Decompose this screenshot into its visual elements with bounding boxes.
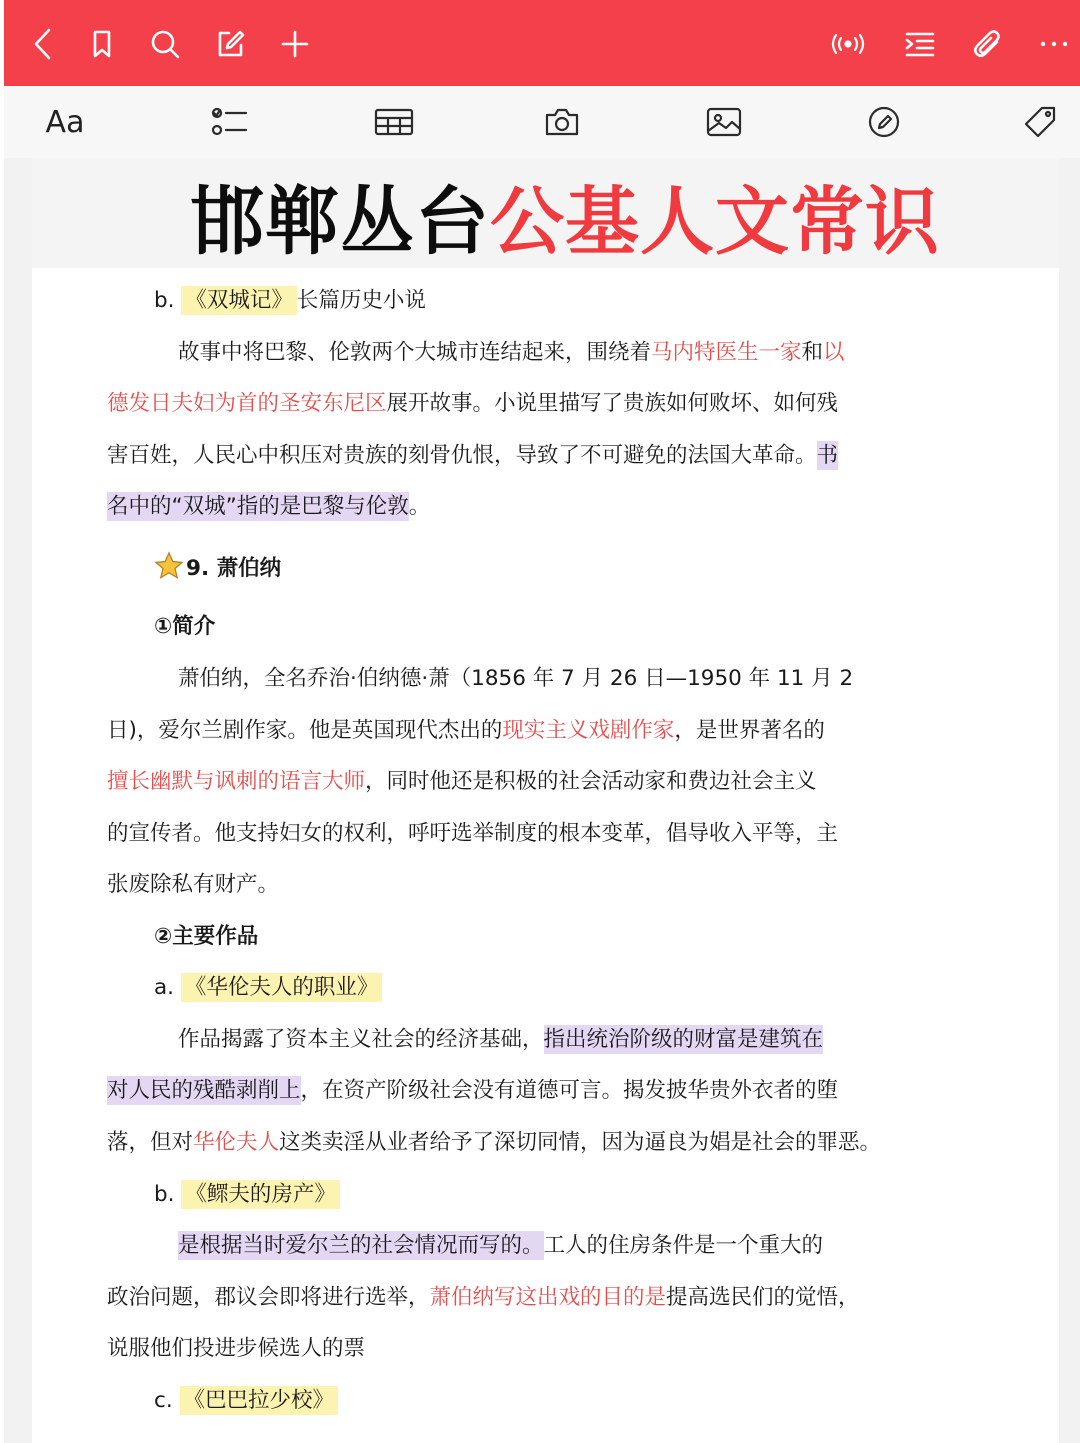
heading-text: 9. 萧伯纳 (186, 556, 282, 581)
text-span: 长篇历史小说 (296, 288, 426, 313)
title-subject: 公基人文常识 (490, 179, 940, 265)
paragraph-line: 德发日夫妇为首的圣安东尼区展开故事。小说里描写了贵族如何败坏、如何残 (107, 391, 839, 416)
subsection-heading: ②主要作品 (154, 924, 259, 949)
paragraph-line: 害百姓，人民心中积压对贵族的刻骨仇恨，导致了不可避免的法国大革命。书 (107, 443, 839, 468)
highlight-red: 现实主义戏剧作家 (502, 718, 675, 743)
list-item (154, 972, 382, 1004)
format-toolbar (4, 86, 1080, 159)
font-format-button[interactable] (40, 100, 90, 144)
highlight-purple: 是根据当时爱尔兰的社会情况而写的。 (178, 1233, 544, 1258)
add-icon[interactable] (273, 22, 317, 66)
paragraph-line: 的宣传者。他支持妇女的权利，呼吁选举制度的根本变革，倡导收入平等，主 (107, 821, 839, 846)
pen-icon[interactable] (860, 100, 908, 144)
title-location: 邯郸丛台 (190, 179, 490, 265)
paragraph-line: 擅长幽默与讽刺的语言大师，同时他还是积极的社会活动家和费边社会主义 (107, 769, 817, 794)
book-title: 《鳏夫的房产》 (181, 1180, 340, 1209)
outline-icon[interactable] (898, 22, 942, 66)
font-format-label: Aa (45, 104, 85, 140)
paragraph-line: 对人民的残酷剥削上，在资产阶级社会没有道德可言。揭发披华贵外衣者的堕 (107, 1078, 839, 1103)
section-heading (154, 551, 281, 591)
star-icon (154, 551, 184, 591)
top-nav-bar (4, 0, 1080, 86)
image-icon[interactable] (700, 100, 748, 144)
highlight-purple: 对人民的残酷剥削上 (107, 1078, 301, 1103)
more-icon[interactable] (1032, 22, 1076, 66)
book-title: 《巴巴拉少校》 (180, 1386, 339, 1415)
table-icon[interactable] (370, 100, 418, 144)
highlight-red: 马内特医生一家 (651, 340, 802, 365)
search-icon[interactable] (143, 22, 187, 66)
paragraph-line: 名中的“双城”指的是巴黎与伦敦。 (107, 494, 431, 519)
highlight-red: 德发日夫妇为首的圣安东尼区 (107, 391, 387, 416)
highlight-purple: 书 (816, 443, 839, 468)
list-marker: b. (154, 1182, 175, 1207)
paragraph-line: 作品揭露了资本主义社会的经济基础，指出统治阶级的财富是建筑在 (178, 1027, 824, 1052)
paragraph-line: 张废除私有财产。 (107, 872, 280, 897)
tag-icon[interactable] (1016, 100, 1064, 144)
bookmark-icon[interactable] (80, 22, 124, 66)
highlight-purple: 名中的“双城”指的是巴黎与伦敦 (107, 494, 409, 519)
highlight-purple: 指出统治阶级的财富是建筑在 (543, 1027, 824, 1052)
paragraph-line: 日)，爱尔兰剧作家。他是英国现代杰出的现实主义戏剧作家，是世界著名的 (107, 718, 825, 743)
highlight-red: 华伦夫人 (193, 1130, 280, 1155)
list-item (154, 285, 426, 317)
checklist-icon[interactable] (206, 100, 254, 144)
document-title (0, 163, 1080, 269)
subsection-heading: ①简介 (154, 614, 216, 639)
book-title: 《双城记》 (181, 286, 297, 315)
highlight-red: 擅长幽默与讽刺的语言大师 (107, 769, 366, 794)
list-item (154, 1179, 340, 1211)
paragraph-line: 萧伯纳，全名乔治·伯纳德·萧（1856 年 7 月 26 日—1950 年 11 月 2 (178, 666, 854, 691)
back-icon[interactable] (22, 22, 66, 66)
camera-icon[interactable] (538, 100, 586, 144)
list-marker: b. (154, 288, 175, 313)
list-marker: c. (154, 1388, 173, 1413)
attachment-icon[interactable] (966, 22, 1010, 66)
paragraph-line: 是根据当时爱尔兰的社会情况而写的。工人的住房条件是一个重大的 (178, 1233, 824, 1258)
book-title: 《华伦夫人的职业》 (181, 973, 383, 1002)
list-marker: a. (154, 975, 175, 1000)
list-item (154, 1385, 338, 1417)
paragraph-line: 落，但对华伦夫人这类卖淫从业者给予了深切同情，因为逼良为娼是社会的罪恶。 (107, 1130, 882, 1155)
highlight-red: 萧伯纳写这出戏的目的是 (429, 1285, 667, 1310)
edit-icon[interactable] (208, 22, 252, 66)
paragraph-line: 故事中将巴黎、伦敦两个大城市连结起来，围绕着马内特医生一家和以 (178, 340, 845, 365)
paragraph-line: 说服他们投进步候选人的票 (107, 1336, 366, 1361)
highlight-red: 以 (823, 340, 845, 365)
paragraph-line: 政治问题，郡议会即将进行选举，萧伯纳写这出戏的目的是提高选民们的觉悟， (107, 1285, 860, 1310)
broadcast-icon[interactable] (826, 22, 870, 66)
